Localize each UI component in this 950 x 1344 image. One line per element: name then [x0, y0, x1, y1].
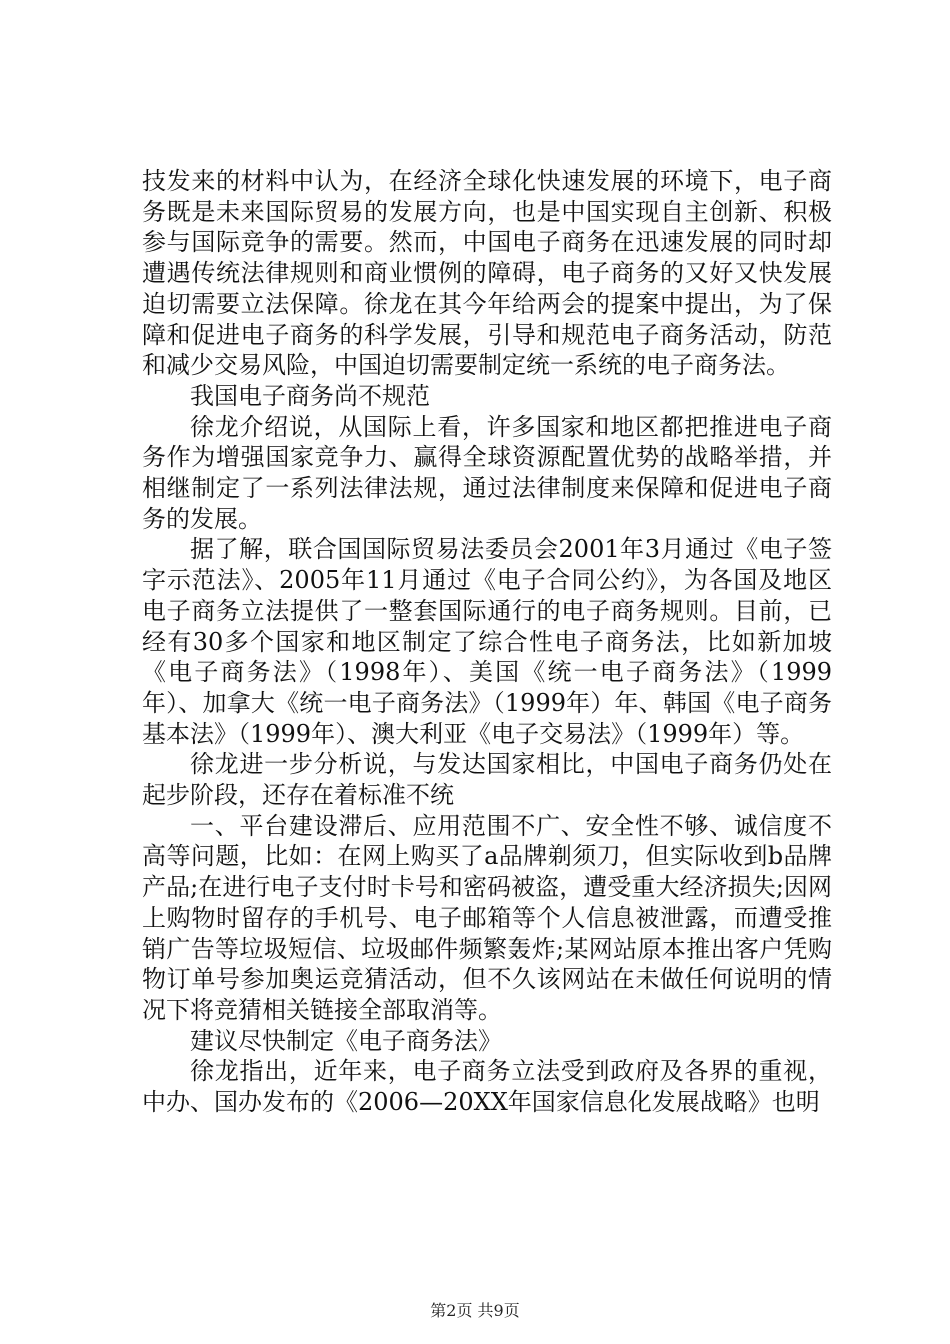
paragraph: 据了解，联合国国际贸易法委员会2001年3月通过《电子签字示范法》、2005年11月通过《电子合同公约》，为各国及地区电子商务立法提供了一整套国际通行的电子商务规则。目前，已经有30多个国家和地区制定了综合性电子商务法，比如新加坡《电子商务法》（1998年）、美国《统一电子商务法》（1999年）、加拿大《统一电子商务法》（1999年）年、韩国《电子商务基本法》（1999年）、澳大利亚《电子交易法》（1999年）等。 — [142, 535, 832, 748]
paragraph: 一、平台建设滞后、应用范围不广、安全性不够、诚信度不高等问题，比如：在网上购买了a品牌剃须刀，但实际收到b品牌产品;在进行电子支付时卡号和密码被盗，遭受重大经济损失;因网上购物时留存的手机号、电子邮箱等个人信息被泄露，而遭受推销广告等垃圾短信、垃圾邮件频繁轰炸;某网站原本推出客户凭购物订单号参加奥运竞猜活动，但不久该网站在未做任何说明的情况下将竞猜相关链接全部取消等。 — [142, 811, 832, 1024]
paragraph: 技发来的材料中认为，在经济全球化快速发展的环境下，电子商务既是未来国际贸易的发展方向，也是中国实现自主创新、积极参与国际竞争的需要。然而，中国电子商务在迅速发展的同时却遭遇传统法律规则和商业惯例的障碍，电子商务的又好又快发展迫切需要立法保障。徐龙在其今年给两会的提案中提出，为了保障和促进电子商务的科学发展，引导和规范电子商务活动，防范和减少交易风险，中国迫切需要制定统一系统的电子商务法。 — [142, 167, 832, 380]
paragraph: 徐龙指出，近年来，电子商务立法受到政府及各界的重视，中办、国办发布的《2006—20XX年国家信息化发展战略》也明 — [142, 1057, 832, 1117]
page-number-footer: 第2页 共9页 — [430, 1301, 520, 1320]
document-body — [142, 166, 832, 1118]
section-heading: 建议尽快制定《电子商务法》 — [190, 1026, 502, 1055]
paragraph: 徐龙介绍说，从国际上看，许多国家和地区都把推进电子商务作为增强国家竞争力、赢得全球资源配置优势的战略举措，并相继制定了一系列法律法规，通过法律制度来保障和促进电子商务的发展。 — [142, 412, 832, 533]
paragraph: 徐龙进一步分析说，与发达国家相比，中国电子商务仍处在起步阶段，还存在着标准不统 — [142, 750, 832, 810]
section-heading: 我国电子商务尚不规范 — [190, 381, 430, 410]
